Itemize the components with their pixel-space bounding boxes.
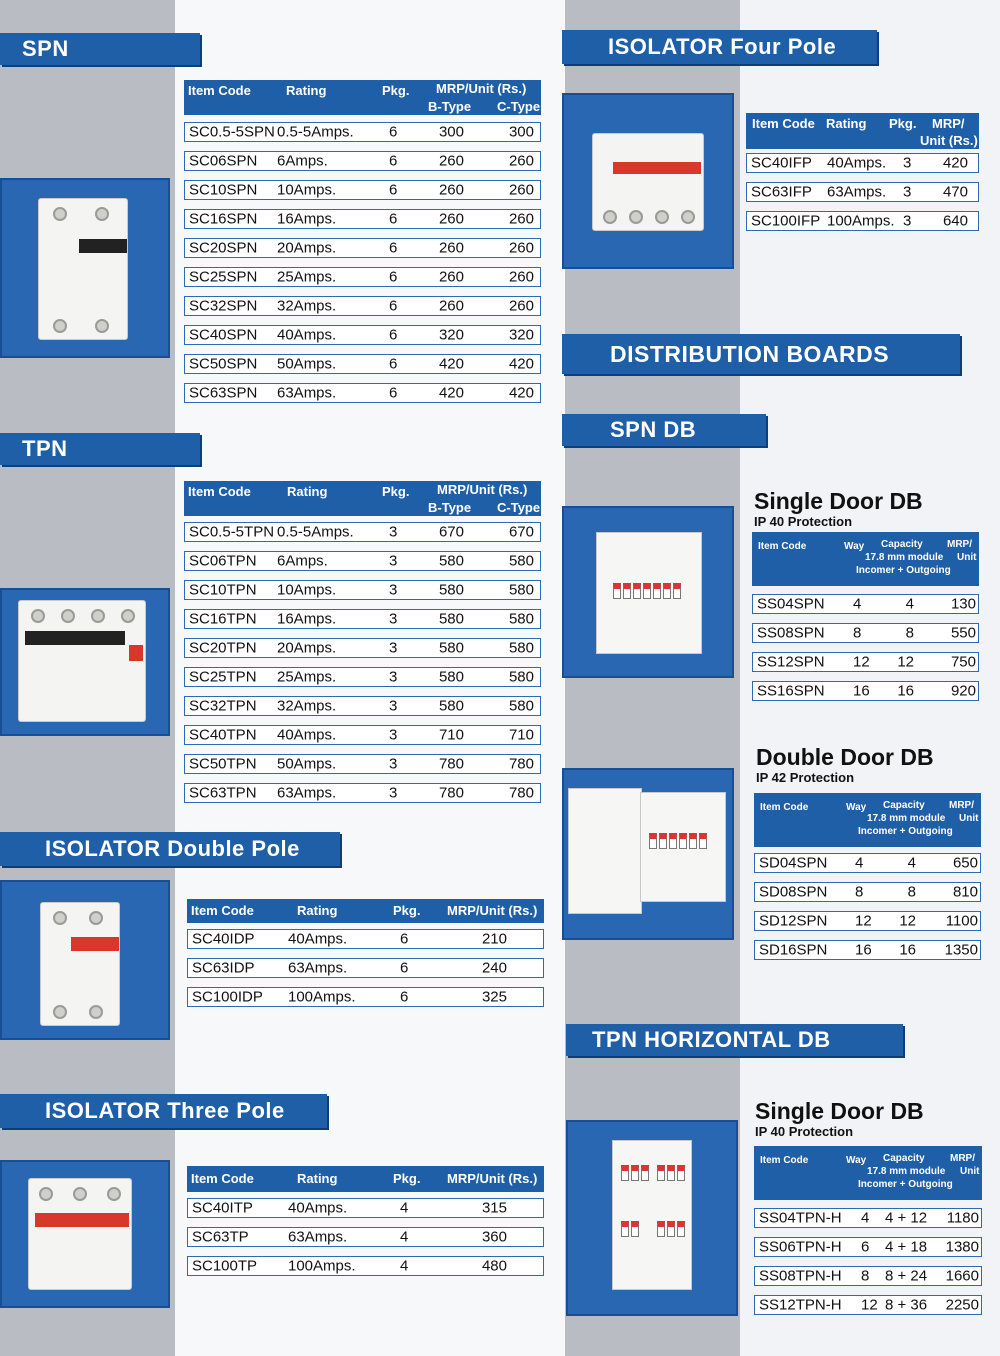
item-code-cell: SC63IDP — [192, 959, 255, 977]
price-cell: 210 — [481, 930, 507, 948]
table-row — [184, 609, 541, 629]
item-code-cell: SC0.5-5SPN — [189, 123, 275, 141]
price-cell: 130 — [950, 595, 976, 613]
item-code-cell: SD12SPN — [759, 912, 828, 930]
table-row — [187, 1227, 544, 1247]
item-code-cell: SD08SPN — [759, 883, 828, 901]
b-type-price-cell: 420 — [438, 355, 464, 373]
way-cell: 12 — [861, 1296, 878, 1314]
rating-cell: 32Amps. — [277, 697, 337, 715]
item-code-cell: SC10TPN — [189, 581, 257, 599]
price-cell: 470 — [942, 183, 968, 201]
pkg-cell: 6 — [389, 210, 398, 228]
rating-cell: 6Amps. — [277, 152, 328, 170]
item-code-cell: SC63IFP — [751, 183, 812, 201]
price-cell: 480 — [481, 1257, 507, 1275]
pkg-cell: 3 — [389, 639, 398, 657]
price-cell: 550 — [950, 624, 976, 642]
item-code-cell: SC40IDP — [192, 930, 255, 948]
isolator-three-pole-photo — [0, 1160, 170, 1308]
table-header: Item Code Way Capacity 17.8 mm module Incomer + Outgoing MRP/ Unit — [752, 532, 979, 586]
table-header: Item Code Rating Pkg. MRP/Unit (Rs.) — [187, 899, 544, 923]
item-code-cell: SC06TPN — [189, 552, 257, 570]
item-code-cell: SS04SPN — [757, 595, 825, 613]
b-type-price-cell: 780 — [438, 755, 464, 773]
pkg-cell: 6 — [389, 297, 398, 315]
way-cell: 8 — [861, 1267, 870, 1285]
item-code-cell: SS08SPN — [757, 624, 825, 642]
rating-cell: 6Amps. — [277, 552, 328, 570]
section-heading-tpn-horizontal-db: TPN HORIZONTAL DB — [566, 1024, 903, 1056]
c-type-price-cell: 420 — [508, 384, 534, 402]
table-row — [754, 853, 981, 873]
table-row — [754, 1295, 982, 1315]
table-row — [187, 987, 544, 1007]
isolator-double-pole-table — [187, 899, 544, 1007]
table-row — [184, 667, 541, 687]
c-type-price-cell: 580 — [508, 610, 534, 628]
isolator-four-pole-photo — [562, 93, 734, 269]
way-cell: 16 — [855, 941, 872, 959]
pkg-cell: 6 — [389, 355, 398, 373]
table-row — [184, 209, 541, 229]
c-type-price-cell: 710 — [508, 726, 534, 744]
spn-double-door-title: Double Door DB IP 42 Protection — [756, 744, 934, 785]
capacity-cell: 4 + 12 — [885, 1209, 928, 1227]
c-type-price-cell: 580 — [508, 697, 534, 715]
table-row — [184, 754, 541, 774]
item-code-cell: SS06TPN-H — [759, 1238, 842, 1256]
price-cell: 315 — [481, 1199, 507, 1217]
price-cell: 650 — [952, 854, 978, 872]
b-type-price-cell: 580 — [438, 639, 464, 657]
table-row — [184, 551, 541, 571]
rating-cell: 63Amps. — [277, 784, 337, 802]
spn-single-door-title: Single Door DB IP 40 Protection — [754, 488, 923, 529]
way-cell: 8 — [853, 624, 862, 642]
c-type-price-cell: 320 — [508, 326, 534, 344]
pkg-cell: 6 — [389, 239, 398, 257]
table-header: Item Code Rating Pkg. MRP/Unit (Rs.) B-Type C-Type — [184, 80, 541, 115]
item-code-cell: SC50TPN — [189, 755, 257, 773]
way-cell: 12 — [853, 653, 870, 671]
rating-cell: 63Amps. — [288, 959, 348, 977]
b-type-price-cell: 260 — [438, 239, 464, 257]
item-code-cell: SC0.5-5TPN — [189, 523, 275, 541]
b-type-price-cell: 260 — [438, 181, 464, 199]
c-type-price-cell: 780 — [508, 755, 534, 773]
spn-single-door-db-photo — [562, 506, 734, 678]
table-row — [184, 522, 541, 542]
section-heading-spn-db: SPN DB — [562, 414, 766, 446]
table-row — [746, 153, 979, 173]
item-code-cell: SS12TPN-H — [759, 1296, 842, 1314]
capacity-cell: 16 — [897, 682, 914, 700]
c-type-price-cell: 580 — [508, 552, 534, 570]
rating-cell: 25Amps. — [277, 268, 337, 286]
rating-cell: 0.5-5Amps. — [277, 523, 354, 541]
table-row — [184, 725, 541, 745]
price-cell: 920 — [950, 682, 976, 700]
rating-cell: 25Amps. — [277, 668, 337, 686]
rating-cell: 40Amps. — [277, 326, 337, 344]
table-row — [746, 182, 979, 202]
b-type-price-cell: 710 — [438, 726, 464, 744]
item-code-cell: SC50SPN — [189, 355, 258, 373]
price-cell: 2250 — [945, 1296, 979, 1314]
pkg-cell: 3 — [389, 726, 398, 744]
table-row — [752, 681, 979, 701]
tpn-product-photo — [0, 588, 170, 736]
section-heading-isolator-three-pole: ISOLATOR Three Pole — [0, 1094, 327, 1128]
capacity-cell: 8 + 24 — [885, 1267, 928, 1285]
b-type-price-cell: 780 — [438, 784, 464, 802]
table-row — [184, 580, 541, 600]
table-row — [184, 638, 541, 658]
b-type-price-cell: 300 — [438, 123, 464, 141]
rating-cell: 16Amps. — [277, 610, 337, 628]
rating-cell: 40Amps. — [288, 1199, 348, 1217]
rating-cell: 63Amps. — [288, 1228, 348, 1246]
pkg-cell: 3 — [389, 552, 398, 570]
table-row — [754, 1266, 982, 1286]
way-cell: 4 — [861, 1209, 870, 1227]
c-type-price-cell: 580 — [508, 668, 534, 686]
pkg-cell: 6 — [389, 268, 398, 286]
b-type-price-cell: 260 — [438, 268, 464, 286]
pkg-cell: 6 — [400, 959, 409, 977]
c-type-price-cell: 420 — [508, 355, 534, 373]
rating-cell: 32Amps. — [277, 297, 337, 315]
table-header: Item Code Way Capacity 17.8 mm module Incomer + Outgoing MRP/ Unit — [754, 793, 981, 847]
item-code-cell: SC16SPN — [189, 210, 258, 228]
section-heading-isolator-four-pole: ISOLATOR Four Pole — [562, 30, 877, 64]
table-row — [184, 354, 541, 374]
price-cell: 240 — [481, 959, 507, 977]
c-type-price-cell: 260 — [508, 297, 534, 315]
item-code-cell: SS12SPN — [757, 653, 825, 671]
rating-cell: 10Amps. — [277, 181, 337, 199]
section-heading-tpn: TPN — [0, 433, 200, 465]
rating-cell: 40Amps. — [827, 154, 887, 172]
rating-cell: 10Amps. — [277, 581, 337, 599]
way-cell: 6 — [861, 1238, 870, 1256]
b-type-price-cell: 320 — [438, 326, 464, 344]
pkg-cell: 3 — [389, 668, 398, 686]
c-type-price-cell: 260 — [508, 210, 534, 228]
table-row — [754, 911, 981, 931]
item-code-cell: SS16SPN — [757, 682, 825, 700]
table-row — [746, 211, 979, 231]
table-row — [184, 151, 541, 171]
isolator-three-pole-table — [187, 1166, 544, 1276]
spn-product-photo — [0, 178, 170, 358]
rating-cell: 100Amps. — [827, 212, 895, 230]
item-code-cell: SC16TPN — [189, 610, 257, 628]
price-cell: 1350 — [944, 941, 978, 959]
table-row — [187, 929, 544, 949]
table-row — [754, 940, 981, 960]
item-code-cell: SC32SPN — [189, 297, 258, 315]
table-row — [754, 1208, 982, 1228]
rating-cell: 20Amps. — [277, 639, 337, 657]
table-row — [184, 122, 541, 142]
pkg-cell: 6 — [389, 152, 398, 170]
capacity-cell: 8 + 36 — [885, 1296, 928, 1314]
item-code-cell: SC63TPN — [189, 784, 257, 802]
table-header: Item Code Way Capacity 17.8 mm module Incomer + Outgoing MRP/ Unit — [754, 1146, 982, 1200]
rating-cell: 40Amps. — [288, 930, 348, 948]
table-row — [754, 882, 981, 902]
b-type-price-cell: 260 — [438, 210, 464, 228]
pkg-cell: 3 — [389, 755, 398, 773]
tpn-single-door-table — [754, 1146, 982, 1315]
pkg-cell: 6 — [400, 930, 409, 948]
capacity-cell: 8 — [905, 624, 914, 642]
capacity-cell: 4 + 18 — [885, 1238, 928, 1256]
b-type-price-cell: 580 — [438, 610, 464, 628]
spn-single-door-table — [752, 532, 979, 701]
pkg-cell: 3 — [389, 523, 398, 541]
pkg-cell: 3 — [389, 697, 398, 715]
item-code-cell: SC06SPN — [189, 152, 258, 170]
tpn-horizontal-db-photo — [566, 1120, 738, 1316]
isolator-four-pole-table — [746, 113, 979, 231]
c-type-price-cell: 260 — [508, 268, 534, 286]
price-cell: 420 — [942, 154, 968, 172]
pkg-cell: 4 — [400, 1199, 409, 1217]
pkg-cell: 3 — [903, 183, 912, 201]
c-type-price-cell: 670 — [508, 523, 534, 541]
rating-cell: 100Amps. — [288, 1257, 356, 1275]
table-row — [752, 594, 979, 614]
price-cell: 750 — [950, 653, 976, 671]
tpn-table — [184, 481, 541, 803]
pkg-cell: 3 — [903, 212, 912, 230]
pkg-cell: 3 — [903, 154, 912, 172]
capacity-cell: 8 — [907, 883, 916, 901]
b-type-price-cell: 580 — [438, 581, 464, 599]
item-code-cell: SC20SPN — [189, 239, 258, 257]
c-type-price-cell: 260 — [508, 152, 534, 170]
price-cell: 325 — [481, 988, 507, 1006]
table-row — [184, 383, 541, 403]
table-row — [184, 180, 541, 200]
section-heading-distribution-boards: DISTRIBUTION BOARDS — [562, 334, 960, 374]
rating-cell: 63Amps. — [277, 384, 337, 402]
item-code-cell: SC63SPN — [189, 384, 258, 402]
pkg-cell: 6 — [389, 181, 398, 199]
c-type-price-cell: 580 — [508, 581, 534, 599]
capacity-cell: 4 — [905, 595, 914, 613]
b-type-price-cell: 580 — [438, 668, 464, 686]
spn-double-door-db-photo — [562, 768, 734, 940]
way-cell: 4 — [853, 595, 862, 613]
table-header: Item Code Rating Pkg. MRP/ Unit (Rs.) — [746, 113, 979, 149]
item-code-cell: SS08TPN-H — [759, 1267, 842, 1285]
spn-table — [184, 80, 541, 403]
section-heading-isolator-double-pole: ISOLATOR Double Pole — [0, 832, 340, 866]
rating-cell: 16Amps. — [277, 210, 337, 228]
item-code-cell: SD16SPN — [759, 941, 828, 959]
item-code-cell: SC40ITP — [192, 1199, 253, 1217]
isolator-double-pole-photo — [0, 880, 170, 1040]
price-cell: 640 — [942, 212, 968, 230]
pkg-cell: 4 — [400, 1228, 409, 1246]
item-code-cell: SC100IFP — [751, 212, 821, 230]
c-type-price-cell: 260 — [508, 181, 534, 199]
price-cell: 1660 — [945, 1267, 979, 1285]
pkg-cell: 3 — [389, 581, 398, 599]
c-type-price-cell: 300 — [508, 123, 534, 141]
c-type-price-cell: 780 — [508, 784, 534, 802]
table-row — [184, 238, 541, 258]
table-header: Item Code Rating Pkg. MRP/Unit (Rs.) B-Type C-Type — [184, 481, 541, 516]
table-row — [184, 783, 541, 803]
item-code-cell: SC10SPN — [189, 181, 258, 199]
capacity-cell: 12 — [897, 653, 914, 671]
item-code-cell: SC40IFP — [751, 154, 812, 172]
table-row — [187, 1256, 544, 1276]
pkg-cell: 3 — [389, 610, 398, 628]
pkg-cell: 6 — [389, 326, 398, 344]
rating-cell: 20Amps. — [277, 239, 337, 257]
table-row — [184, 696, 541, 716]
rating-cell: 100Amps. — [288, 988, 356, 1006]
table-row — [752, 652, 979, 672]
table-header: Item Code Rating Pkg. MRP/Unit (Rs.) — [187, 1166, 544, 1192]
item-code-cell: SC100IDP — [192, 988, 263, 1006]
spn-double-door-table — [754, 793, 981, 960]
pkg-cell: 6 — [389, 384, 398, 402]
b-type-price-cell: 420 — [438, 384, 464, 402]
price-cell: 360 — [481, 1228, 507, 1246]
rating-cell: 50Amps. — [277, 755, 337, 773]
way-cell: 4 — [855, 854, 864, 872]
table-row — [184, 267, 541, 287]
item-code-cell: SC25TPN — [189, 668, 257, 686]
b-type-price-cell: 260 — [438, 152, 464, 170]
section-heading-spn: SPN — [0, 33, 200, 65]
pkg-cell: 6 — [389, 123, 398, 141]
item-code-cell: SC100TP — [192, 1257, 258, 1275]
table-row — [187, 958, 544, 978]
price-cell: 1380 — [945, 1238, 979, 1256]
pkg-cell: 6 — [400, 988, 409, 1006]
c-type-price-cell: 260 — [508, 239, 534, 257]
way-cell: 12 — [855, 912, 872, 930]
b-type-price-cell: 580 — [438, 697, 464, 715]
way-cell: 16 — [853, 682, 870, 700]
table-row — [184, 296, 541, 316]
table-row — [187, 1198, 544, 1218]
c-type-price-cell: 580 — [508, 639, 534, 657]
item-code-cell: SC40SPN — [189, 326, 258, 344]
price-cell: 1100 — [945, 912, 978, 930]
b-type-price-cell: 670 — [438, 523, 464, 541]
rating-cell: 50Amps. — [277, 355, 337, 373]
pkg-cell: 3 — [389, 784, 398, 802]
capacity-cell: 12 — [899, 912, 916, 930]
rating-cell: 40Amps. — [277, 726, 337, 744]
item-code-cell: SS04TPN-H — [759, 1209, 842, 1227]
rating-cell: 0.5-5Amps. — [277, 123, 354, 141]
way-cell: 8 — [855, 883, 864, 901]
item-code-cell: SD04SPN — [759, 854, 828, 872]
table-row — [754, 1237, 982, 1257]
item-code-cell: SC40TPN — [189, 726, 257, 744]
item-code-cell: SC20TPN — [189, 639, 257, 657]
tpn-single-door-title: Single Door DB IP 40 Protection — [755, 1098, 924, 1139]
pkg-cell: 4 — [400, 1257, 409, 1275]
table-row — [752, 623, 979, 643]
price-cell: 810 — [952, 883, 978, 901]
rating-cell: 63Amps. — [827, 183, 887, 201]
capacity-cell: 16 — [899, 941, 916, 959]
capacity-cell: 4 — [907, 854, 916, 872]
b-type-price-cell: 260 — [438, 297, 464, 315]
price-cell: 1180 — [946, 1209, 979, 1227]
item-code-cell: SC63TP — [192, 1228, 249, 1246]
b-type-price-cell: 580 — [438, 552, 464, 570]
table-row — [184, 325, 541, 345]
item-code-cell: SC32TPN — [189, 697, 257, 715]
item-code-cell: SC25SPN — [189, 268, 258, 286]
